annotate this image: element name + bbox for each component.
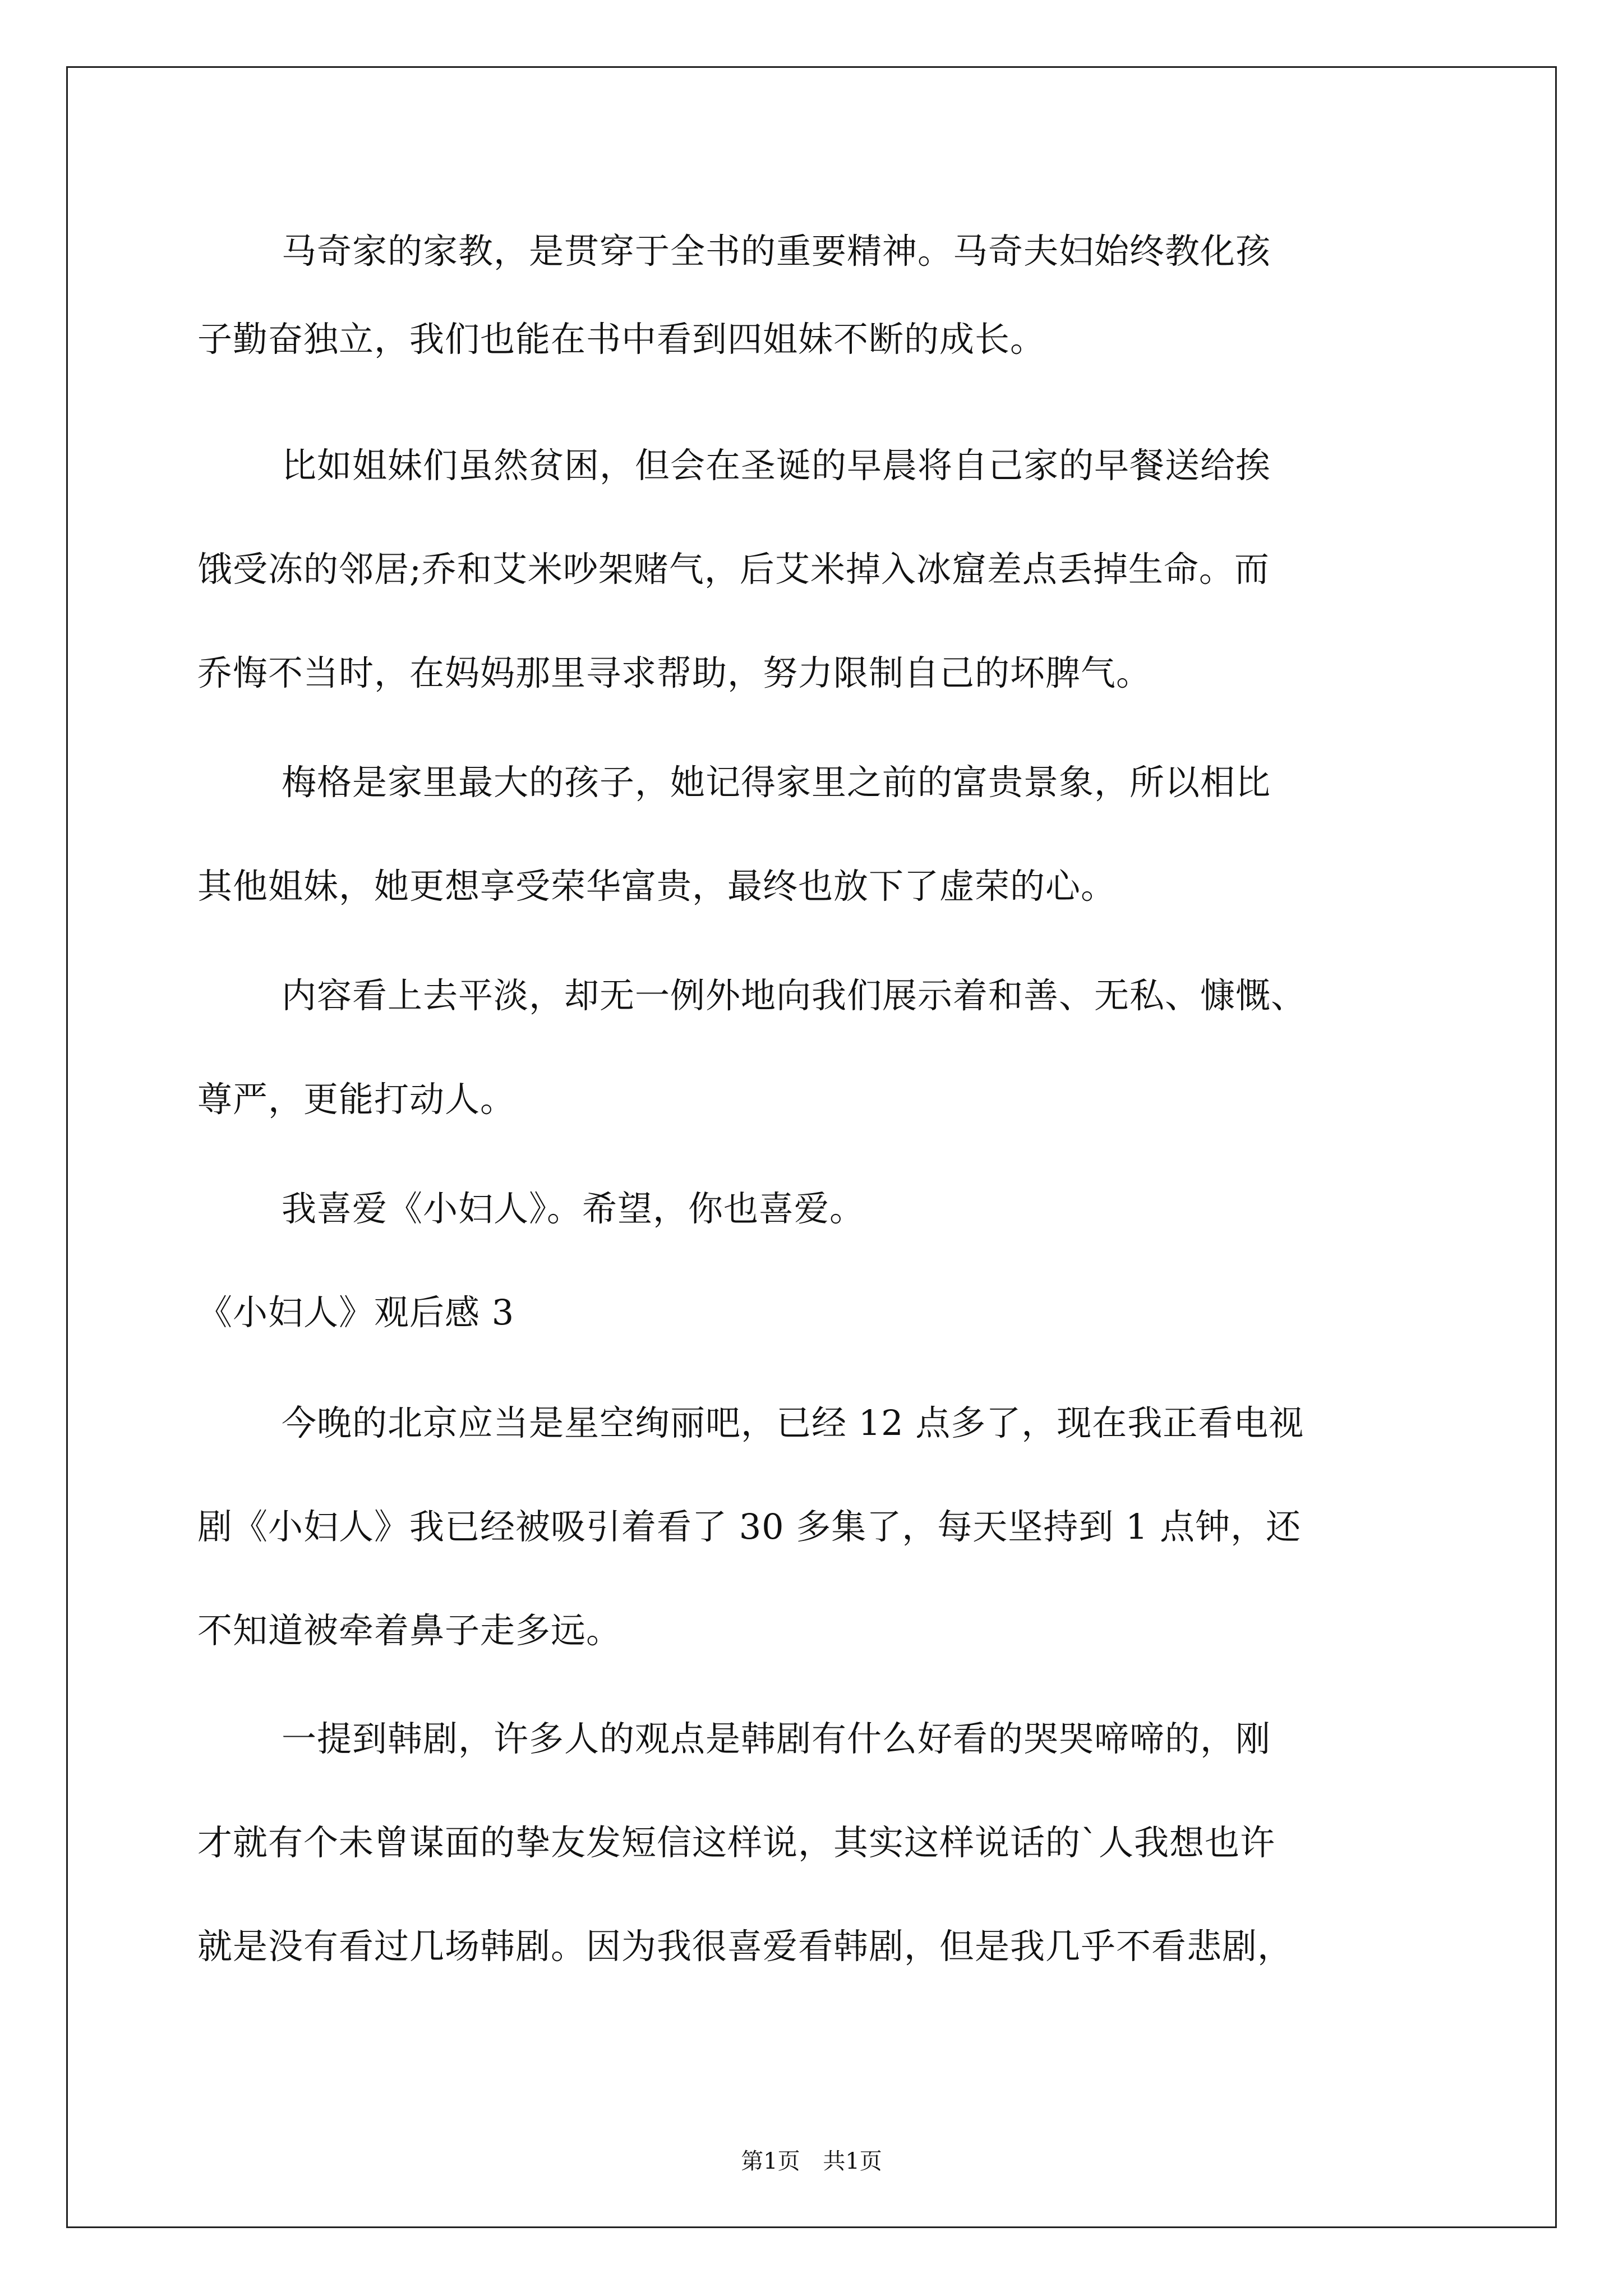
paragraph-line: 尊严，更能打动人。 (197, 1079, 516, 1120)
paragraph-line: 饿受冻的邻居;乔和艾米吵架赌气，后艾米掉入冰窟差点丢掉生命。而 (197, 549, 1270, 590)
page-border (66, 66, 1557, 2228)
page-number: 第1页 (741, 2148, 800, 2174)
paragraph-line: 梅格是家里最大的孩子，她记得家里之前的富贵景象，所以相比 (282, 762, 1271, 803)
paragraph-line: 才就有个未曾谋面的挚友发短信这样说，其实这样说话的`人我想也许 (197, 1822, 1276, 1863)
paragraph-line: 内容看上去平淡，却无一例外地向我们展示着和善、无私、慷慨、 (282, 975, 1307, 1016)
paragraph-line: 就是没有看过几场韩剧。因为我很喜爱看韩剧，但是我几乎不看悲剧， (197, 1926, 1293, 1967)
paragraph-line: 乔悔不当时，在妈妈那里寻求帮助，努力限制自己的坏脾气。 (197, 652, 1152, 693)
paragraph-line: 一提到韩剧，许多人的观点是韩剧有什么好看的哭哭啼啼的，刚 (282, 1718, 1271, 1759)
section-heading: 《小妇人》观后感 3 (197, 1292, 515, 1333)
paragraph-line: 剧《小妇人》我已经被吸引着看了 30 多集了，每天坚持到 1 点钟，还 (197, 1506, 1302, 1547)
paragraph-line: 子勤奋独立，我们也能在书中看到四姐妹不断的成长。 (197, 319, 1046, 360)
paragraph-line: 不知道被牵着鼻子走多远。 (197, 1610, 622, 1651)
paragraph-line: 今晚的北京应当是星空绚丽吧，已经 12 点多了，现在我正看电视 (282, 1402, 1304, 1443)
paragraph-line: 其他姐妹，她更想享受荣华富贵，最终也放下了虚荣的心。 (197, 866, 1117, 907)
paragraph-line: 比如姐妹们虽然贫困，但会在圣诞的早晨将自己家的早餐送给挨 (282, 445, 1271, 486)
paragraph-line: 我喜爱《小妇人》。希望，你也喜爱。 (282, 1188, 865, 1229)
paragraph-line: 马奇家的家教，是贯穿于全书的重要精神。马奇夫妇始终教化孩 (282, 231, 1271, 272)
page-footer (0, 2147, 1623, 2175)
page-total: 共1页 (823, 2148, 882, 2174)
